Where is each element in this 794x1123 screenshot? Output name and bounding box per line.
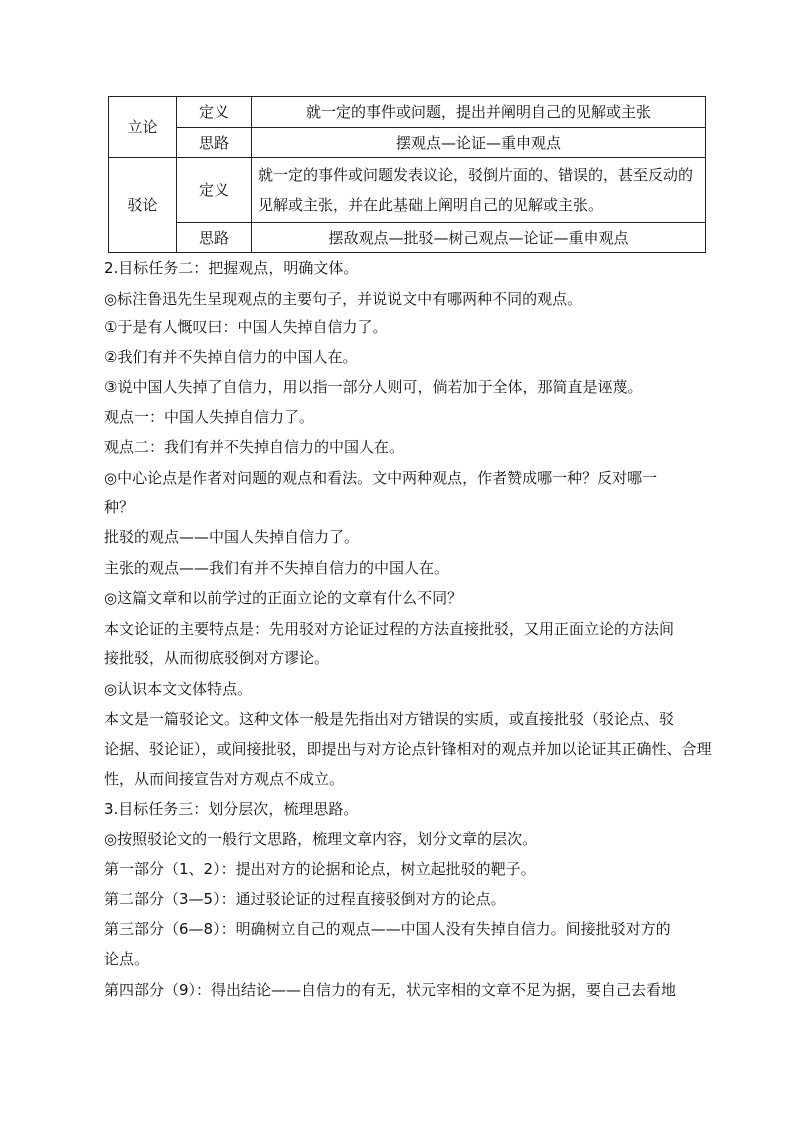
task-prompt: ◎中心论点是作者对问题的观点和看法。文中两种观点，作者赞成哪一种？反对哪一 xyxy=(104,469,658,487)
part-line: 论点。 xyxy=(104,950,150,968)
viewpoint-line: 观点一：中国人失掉自信力了。 xyxy=(104,408,315,426)
def-text-cell: 就一定的事件或问题发表议论，驳倒片面的、错误的，甚至反动的见解或主张，并在此基础上阐明自己的见解或主张。 xyxy=(252,158,706,223)
paragraph-line: 本文论证的主要特点是：先用驳对方论证过程的方法直接批驳，又用正面立论的方法间 xyxy=(104,620,675,638)
section-heading: 2.目标任务二：把握观点，明确文体。 xyxy=(104,259,359,277)
quote-line: ①于是有人慨叹曰：中国人失掉自信力了。 xyxy=(104,318,388,336)
task-prompt: ◎认识本文文体特点。 xyxy=(104,680,253,698)
def-label-cell: 定义 xyxy=(177,158,252,223)
answer-line: 批驳的观点——中国人失掉自信力了。 xyxy=(104,528,360,546)
table-row xyxy=(109,223,706,253)
viewpoint-line: 观点二：我们有并不失掉自信力的中国人在。 xyxy=(104,438,405,456)
task-prompt: ◎按照驳论文的一般行文思路，梳理文章内容，划分文章的层次。 xyxy=(104,830,538,848)
paragraph-line: 本文是一篇驳论文。这种文体一般是先指出对方错误的实质，或直接批驳（驳论点、驳 xyxy=(104,710,675,728)
paragraph-line: 论据、驳论证），或间接批驳，即提出与对方论点针锋相对的观点并加以论证其正确性、合理 xyxy=(104,740,712,758)
route-text-cell: 摆观点—论证—重申观点 xyxy=(252,128,706,158)
def-text-cell: 就一定的事件或问题，提出并阐明自己的见解或主张 xyxy=(252,97,706,128)
section-heading: 3.目标任务三：划分层次，梳理思路。 xyxy=(104,800,359,818)
argument-type-table xyxy=(108,96,706,253)
task-prompt: ◎标注鲁迅先生呈现观点的主要句子，并说说文中有哪两种不同的观点。 xyxy=(104,290,583,308)
quote-line: ③说中国人失掉了自信力，用以指一部分人则可，倘若加于全体，那简直是诬蔑。 xyxy=(104,378,643,396)
answer-line: 主张的观点——我们有并不失掉自信力的中国人在。 xyxy=(104,559,450,577)
route-label-cell: 思路 xyxy=(177,223,252,253)
table-row xyxy=(109,128,706,158)
part-line: 第四部分（9）：得出结论——自信力的有无，状元宰相的文章不足为据，要自己去看地 xyxy=(104,981,677,999)
type-bo-cell: 驳论 xyxy=(109,158,177,253)
paragraph-line: 接批驳，从而彻底驳倒对方谬论。 xyxy=(104,649,330,667)
route-label-cell: 思路 xyxy=(177,128,252,158)
task-prompt: ◎这篇文章和以前学过的正面立论的文章有什么不同？ xyxy=(104,589,463,607)
table-row xyxy=(109,97,706,128)
table-row xyxy=(109,158,706,223)
quote-line: ②我们有并不失掉自信力的中国人在。 xyxy=(104,348,358,366)
route-text-cell: 摆敌观点—批驳—树己观点—论证—重申观点 xyxy=(252,223,706,253)
paragraph-line: 性，从而间接宣告对方观点不成立。 xyxy=(104,770,345,788)
part-line: 第三部分（6—8）：明确树立自己的观点——中国人没有失掉自信力。间接批驳对方的 xyxy=(104,920,671,938)
def-label-cell: 定义 xyxy=(177,97,252,128)
type-li-cell: 立论 xyxy=(109,97,177,158)
paragraph-line: 种？ xyxy=(104,498,135,516)
part-line: 第一部分（1、2）：提出对方的论据和论点，树立起批驳的靶子。 xyxy=(104,860,536,878)
part-line: 第二部分（3—5）：通过驳论证的过程直接驳倒对方的论点。 xyxy=(104,890,506,908)
